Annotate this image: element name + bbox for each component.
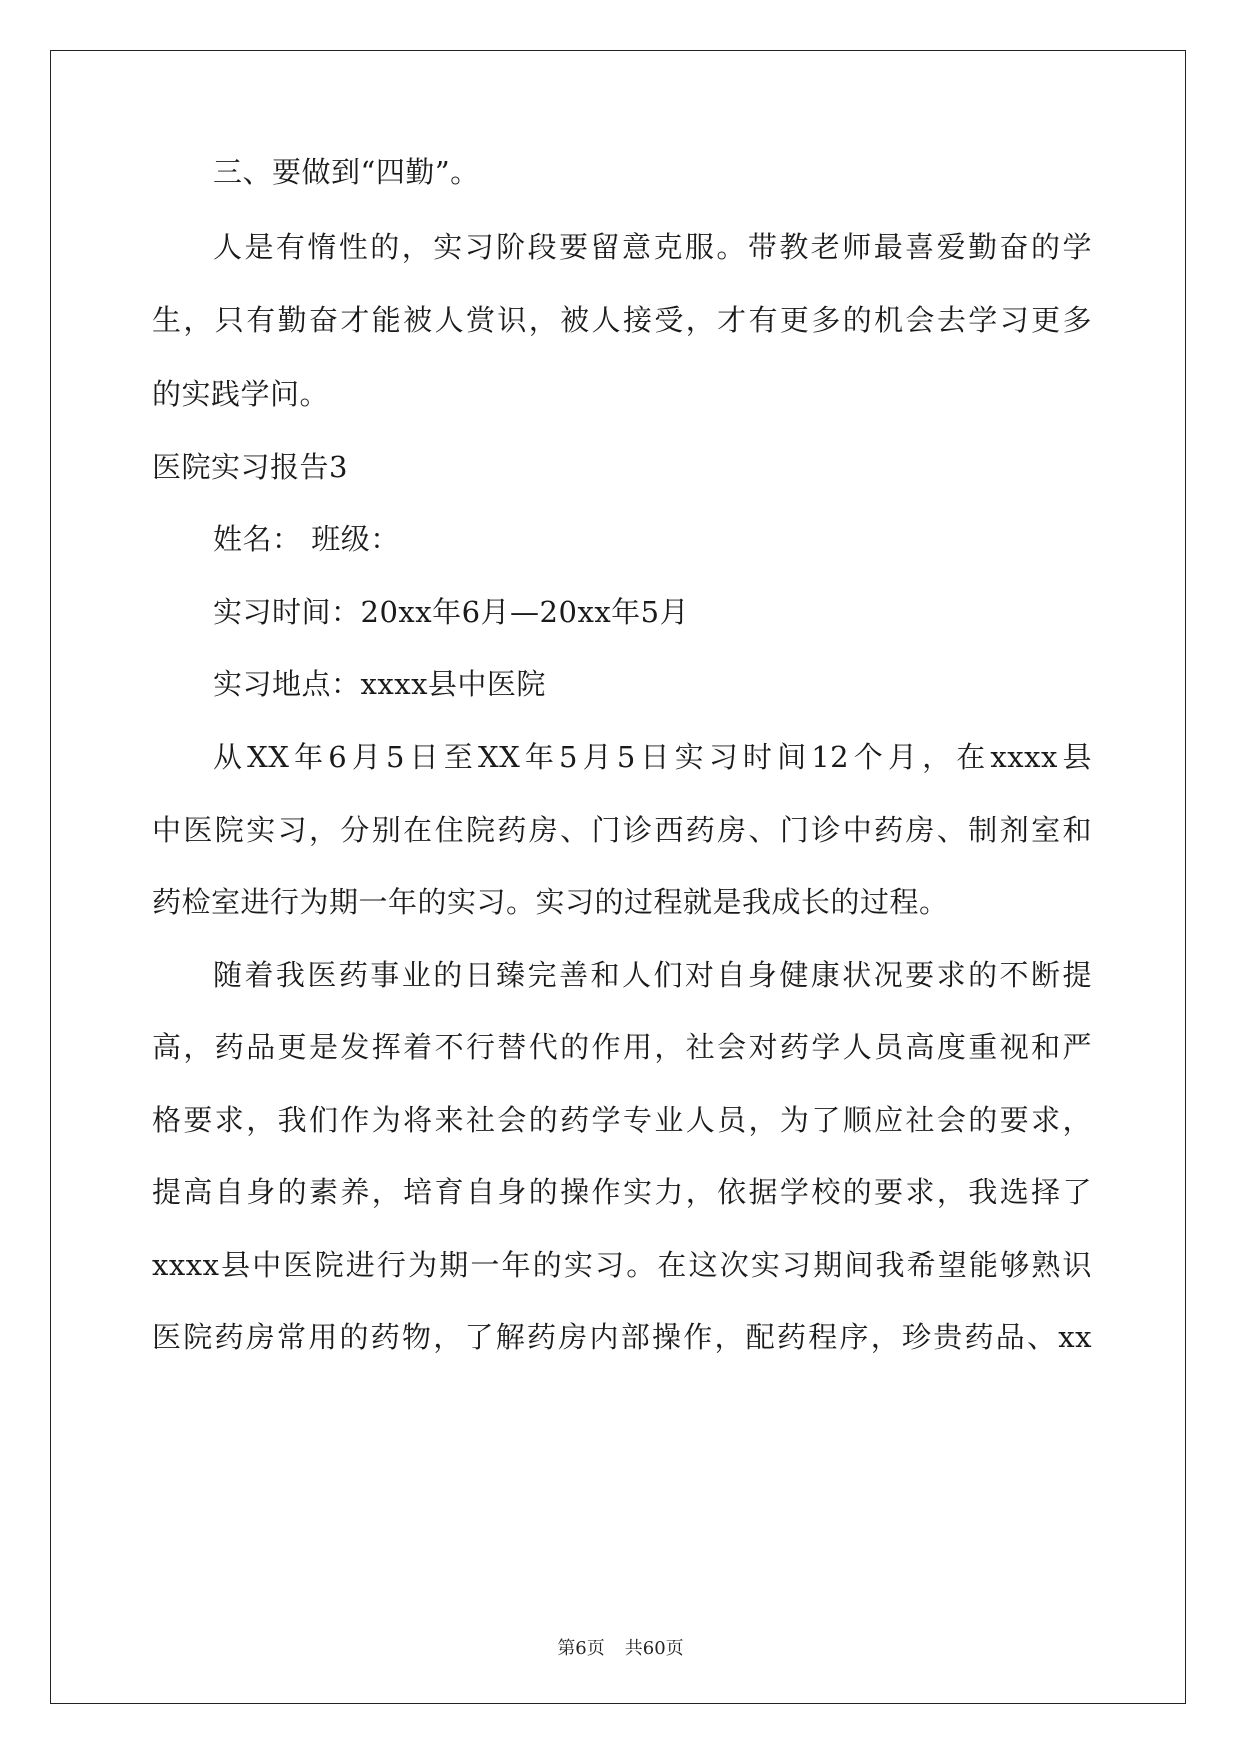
paragraph-line: 生，只有勤奋才能被人赏识，被人接受，才有更多的机会去学习更多 <box>152 303 1092 337</box>
paragraph-line: 人是有惰性的，实习阶段要留意克服。带教老师最喜爱勤奋的学 <box>213 230 1092 264</box>
page-footer <box>0 1637 1241 1661</box>
paragraph-line: 高，药品更是发挥着不行替代的作用，社会对药学人员高度重视和严 <box>152 1030 1092 1064</box>
report-title: 医院实习报告3 <box>152 450 348 484</box>
page-total: 共60页 <box>624 1638 684 1659</box>
paragraph-line: 中医院实习，分别在住院药房、门诊西药房、门诊中药房、制剂室和 <box>152 813 1092 847</box>
section-heading-four-diligences: 三、要做到“四勤”。 <box>213 155 480 189</box>
page-border <box>50 50 1186 1704</box>
paragraph-line: 药检室进行为期一年的实习。实习的过程就是我成长的过程。 <box>152 885 949 919</box>
internship-time-line: 实习时间：20xx年6月—20xx年5月 <box>213 595 690 629</box>
paragraph-line: 医院药房常用的药物，了解药房内部操作，配药程序，珍贵药品、xx <box>152 1320 1092 1354</box>
name-class-line: 姓名： 班级： <box>213 522 400 556</box>
page-number: 第6页 <box>557 1638 605 1659</box>
paragraph-line: 从XX年6月5日至XX年5月5日实习时间12个月，在xxxx县 <box>213 740 1092 774</box>
paragraph-line: 提高自身的素养，培育自身的操作实力，依据学校的要求，我选择了 <box>152 1175 1092 1209</box>
internship-location-line: 实习地点：xxxx县中医院 <box>213 667 546 701</box>
paragraph-line: 的实践学问。 <box>152 377 330 411</box>
paragraph-line: xxxx县中医院进行为期一年的实习。在这次实习期间我希望能够熟识 <box>152 1248 1092 1282</box>
paragraph-line: 格要求，我们作为将来社会的药学专业人员，为了顺应社会的要求， <box>152 1103 1092 1137</box>
paragraph-line: 随着我医药事业的日臻完善和人们对自身健康状况要求的不断提 <box>213 958 1092 992</box>
